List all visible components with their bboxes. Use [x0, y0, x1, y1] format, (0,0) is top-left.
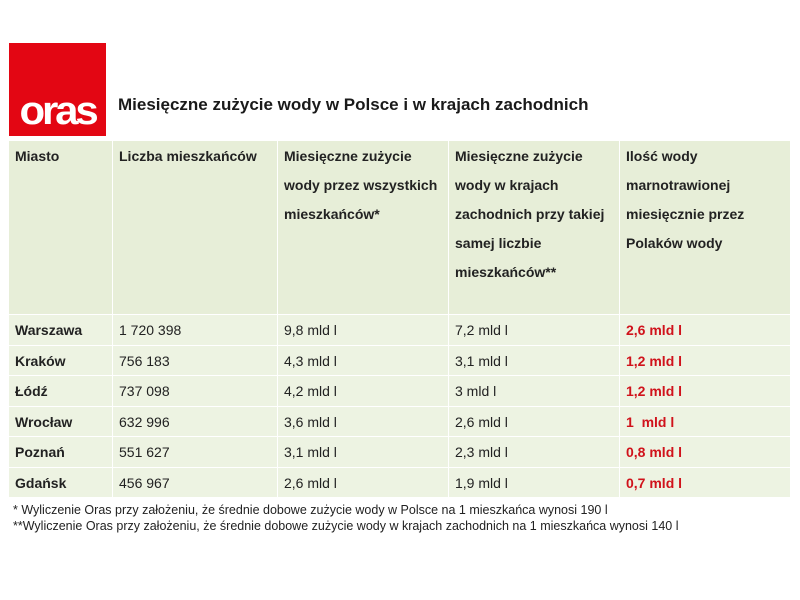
cell-city: Warszawa: [9, 315, 113, 346]
table-row: [9, 406, 791, 437]
table-header-row: [9, 141, 791, 315]
oras-logo: [9, 43, 106, 136]
cell-city: Kraków: [9, 345, 113, 376]
cell-wasted: 1,2 mld l: [620, 345, 791, 376]
cell-usage-west: 2,6 mld l: [449, 406, 620, 437]
cell-city: Gdańsk: [9, 467, 113, 498]
cell-usage-poland: 3,6 mld l: [278, 406, 449, 437]
cell-city: Łódź: [9, 376, 113, 407]
cell-wasted: 1 mld l: [620, 406, 791, 437]
footnotes: [13, 502, 783, 534]
cell-population: 756 183: [113, 345, 278, 376]
cell-usage-west: 3 mld l: [449, 376, 620, 407]
header-monthly-usage-poland: Miesięczne zużycie wody przez wszystkich mieszkańców*: [278, 141, 449, 315]
cell-usage-west: 3,1 mld l: [449, 345, 620, 376]
table-row: [9, 315, 791, 346]
footnote-poland: * Wyliczenie Oras przy założeniu, że średnie dobowe zużycie wody w Polsce na 1 mieszkańca wynosi 190 l: [13, 503, 608, 517]
cell-wasted: 0,8 mld l: [620, 437, 791, 468]
cell-usage-poland: 9,8 mld l: [278, 315, 449, 346]
cell-city: Wrocław: [9, 406, 113, 437]
header-wasted-water: Ilość wody marnotrawionej miesięcznie przez Polaków wody: [620, 141, 791, 315]
cell-population: 632 996: [113, 406, 278, 437]
table-row: [9, 345, 791, 376]
cell-population: 456 967: [113, 467, 278, 498]
logo-text: oras: [19, 89, 96, 133]
cell-population: 551 627: [113, 437, 278, 468]
cell-usage-poland: 4,2 mld l: [278, 376, 449, 407]
cell-usage-poland: 2,6 mld l: [278, 467, 449, 498]
cell-usage-west: 2,3 mld l: [449, 437, 620, 468]
cell-wasted: 1,2 mld l: [620, 376, 791, 407]
cell-usage-poland: 3,1 mld l: [278, 437, 449, 468]
header-monthly-usage-west: Miesięczne zużycie wody w krajach zachodnich przy takiej samej liczbie mieszkańców**: [449, 141, 620, 315]
cell-usage-poland: 4,3 mld l: [278, 345, 449, 376]
table-row: [9, 467, 791, 498]
cell-usage-west: 1,9 mld l: [449, 467, 620, 498]
cell-population: 1 720 398: [113, 315, 278, 346]
table-row: [9, 376, 791, 407]
cell-wasted: 2,6 mld l: [620, 315, 791, 346]
water-usage-table: [8, 140, 791, 498]
cell-wasted: 0,7 mld l: [620, 467, 791, 498]
table-row: [9, 437, 791, 468]
page-title: Miesięczne zużycie wody w Polsce i w krajach zachodnich: [118, 95, 589, 114]
header-population: Liczba mieszkańców: [113, 141, 278, 315]
cell-population: 737 098: [113, 376, 278, 407]
cell-city: Poznań: [9, 437, 113, 468]
cell-usage-west: 7,2 mld l: [449, 315, 620, 346]
header-city: Miasto: [9, 141, 113, 315]
footnote-west: **Wyliczenie Oras przy założeniu, że średnie dobowe zużycie wody w krajach zachodnich na 1 mieszkańca wynosi 140 l: [13, 519, 679, 533]
